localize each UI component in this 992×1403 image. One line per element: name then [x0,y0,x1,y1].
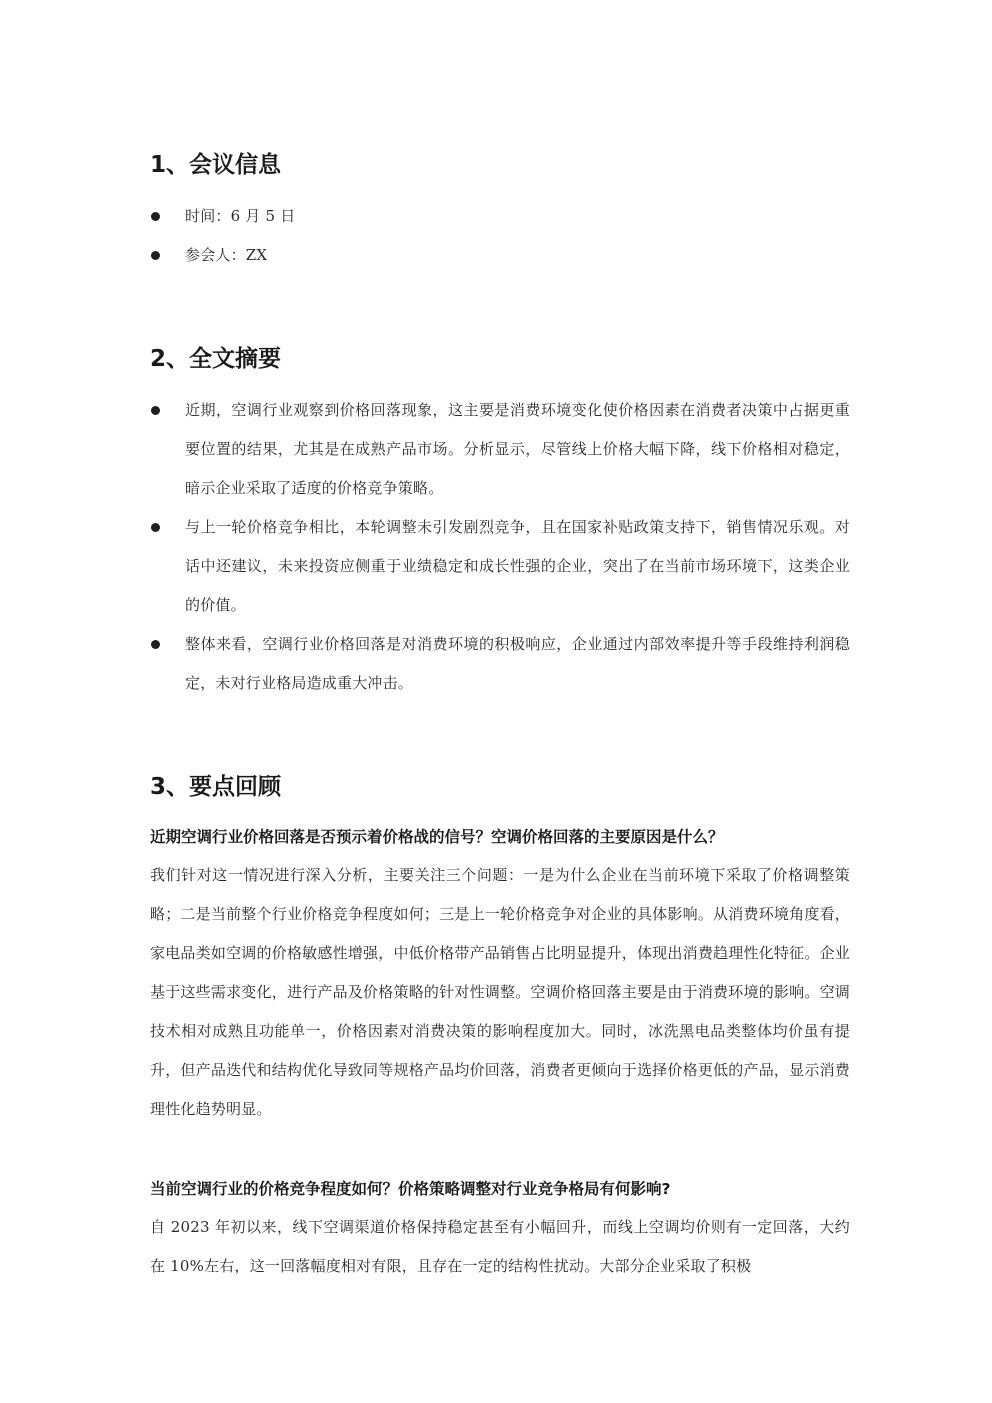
section-title-meeting-info: 1、会议信息 [150,152,282,178]
meeting-attendees: 参会人：ZX [185,246,268,264]
section-title-summary: 2、全文摘要 [150,346,282,372]
bullet-icon [151,212,160,221]
section-title-key-points: 3、要点回顾 [150,774,282,800]
list-item [150,508,850,625]
summary-text: 近期，空调行业观察到价格回落现象，这主要是消费环境变化使价格因素在消费者决策中占据更重要位置的结果，尤其是在成熟产品市场。分析显示，尽管线上价格大幅下降，线下价格相对稳定，暗示企业采取了适度的价格竞争策略。 [185,401,850,497]
qa-block [150,1174,850,1286]
qa-block [150,822,850,1129]
qa-answer: 我们针对这一情况进行深入分析，主要关注三个问题：一是为什么企业在当前环境下采取了价格调整策略；二是当前整个行业价格竞争程度如何；三是上一轮价格竞争对企业的具体影响。从消费环境角度看，家电品类如空调的价格敏感性增强，中低价格带产品销售占比明显提升，体现出消费趋理性化特征。企业基于这些需求变化，进行产品及价格策略的针对性调整。空调价格回落主要是由于消费环境的影响。空调技术相对成熟且功能单一，价格因素对消费决策的影响程度加大。同时，冰洗黑电品类整体均价虽有提升，但产品迭代和结构优化导致同等规格产品均价回落，消费者更倾向于选择价格更低的产品，显示消费理性化趋势明显。 [150,866,850,1118]
list-item [150,236,850,275]
bullet-icon [151,523,160,532]
qa-question: 当前空调行业的价格竞争程度如何？价格策略调整对行业竞争格局有何影响? [150,1180,671,1198]
summary-text: 整体来看，空调行业价格回落是对消费环境的积极响应，企业通过内部效率提升等手段维持利润稳定，未对行业格局造成重大冲击。 [185,635,850,692]
bullet-icon [151,251,160,260]
meeting-info-list [150,197,850,275]
list-item [150,197,850,236]
meeting-time: 时间：6 月 5 日 [185,207,296,225]
bullet-icon [151,406,160,415]
qa-answer: 自 2023 年初以来，线下空调渠道价格保持稳定甚至有小幅回升，而线上空调均价则有一定回落，大约在 10%左右，这一回落幅度相对有限，且存在一定的结构性扰动。大部分企业采取了积极 [150,1218,850,1275]
summary-text: 与上一轮价格竞争相比，本轮调整未引发剧烈竞争，且在国家补贴政策支持下，销售情况乐观。对话中还建议，未来投资应侧重于业绩稳定和成长性强的企业，突出了在当前市场环境下，这类企业的价值。 [185,518,850,614]
list-item [150,625,850,703]
qa-question: 近期空调行业价格回落是否预示着价格战的信号？空调价格回落的主要原因是什么？ [150,828,724,846]
bullet-icon [151,640,160,649]
summary-list [150,391,850,703]
list-item [150,391,850,508]
